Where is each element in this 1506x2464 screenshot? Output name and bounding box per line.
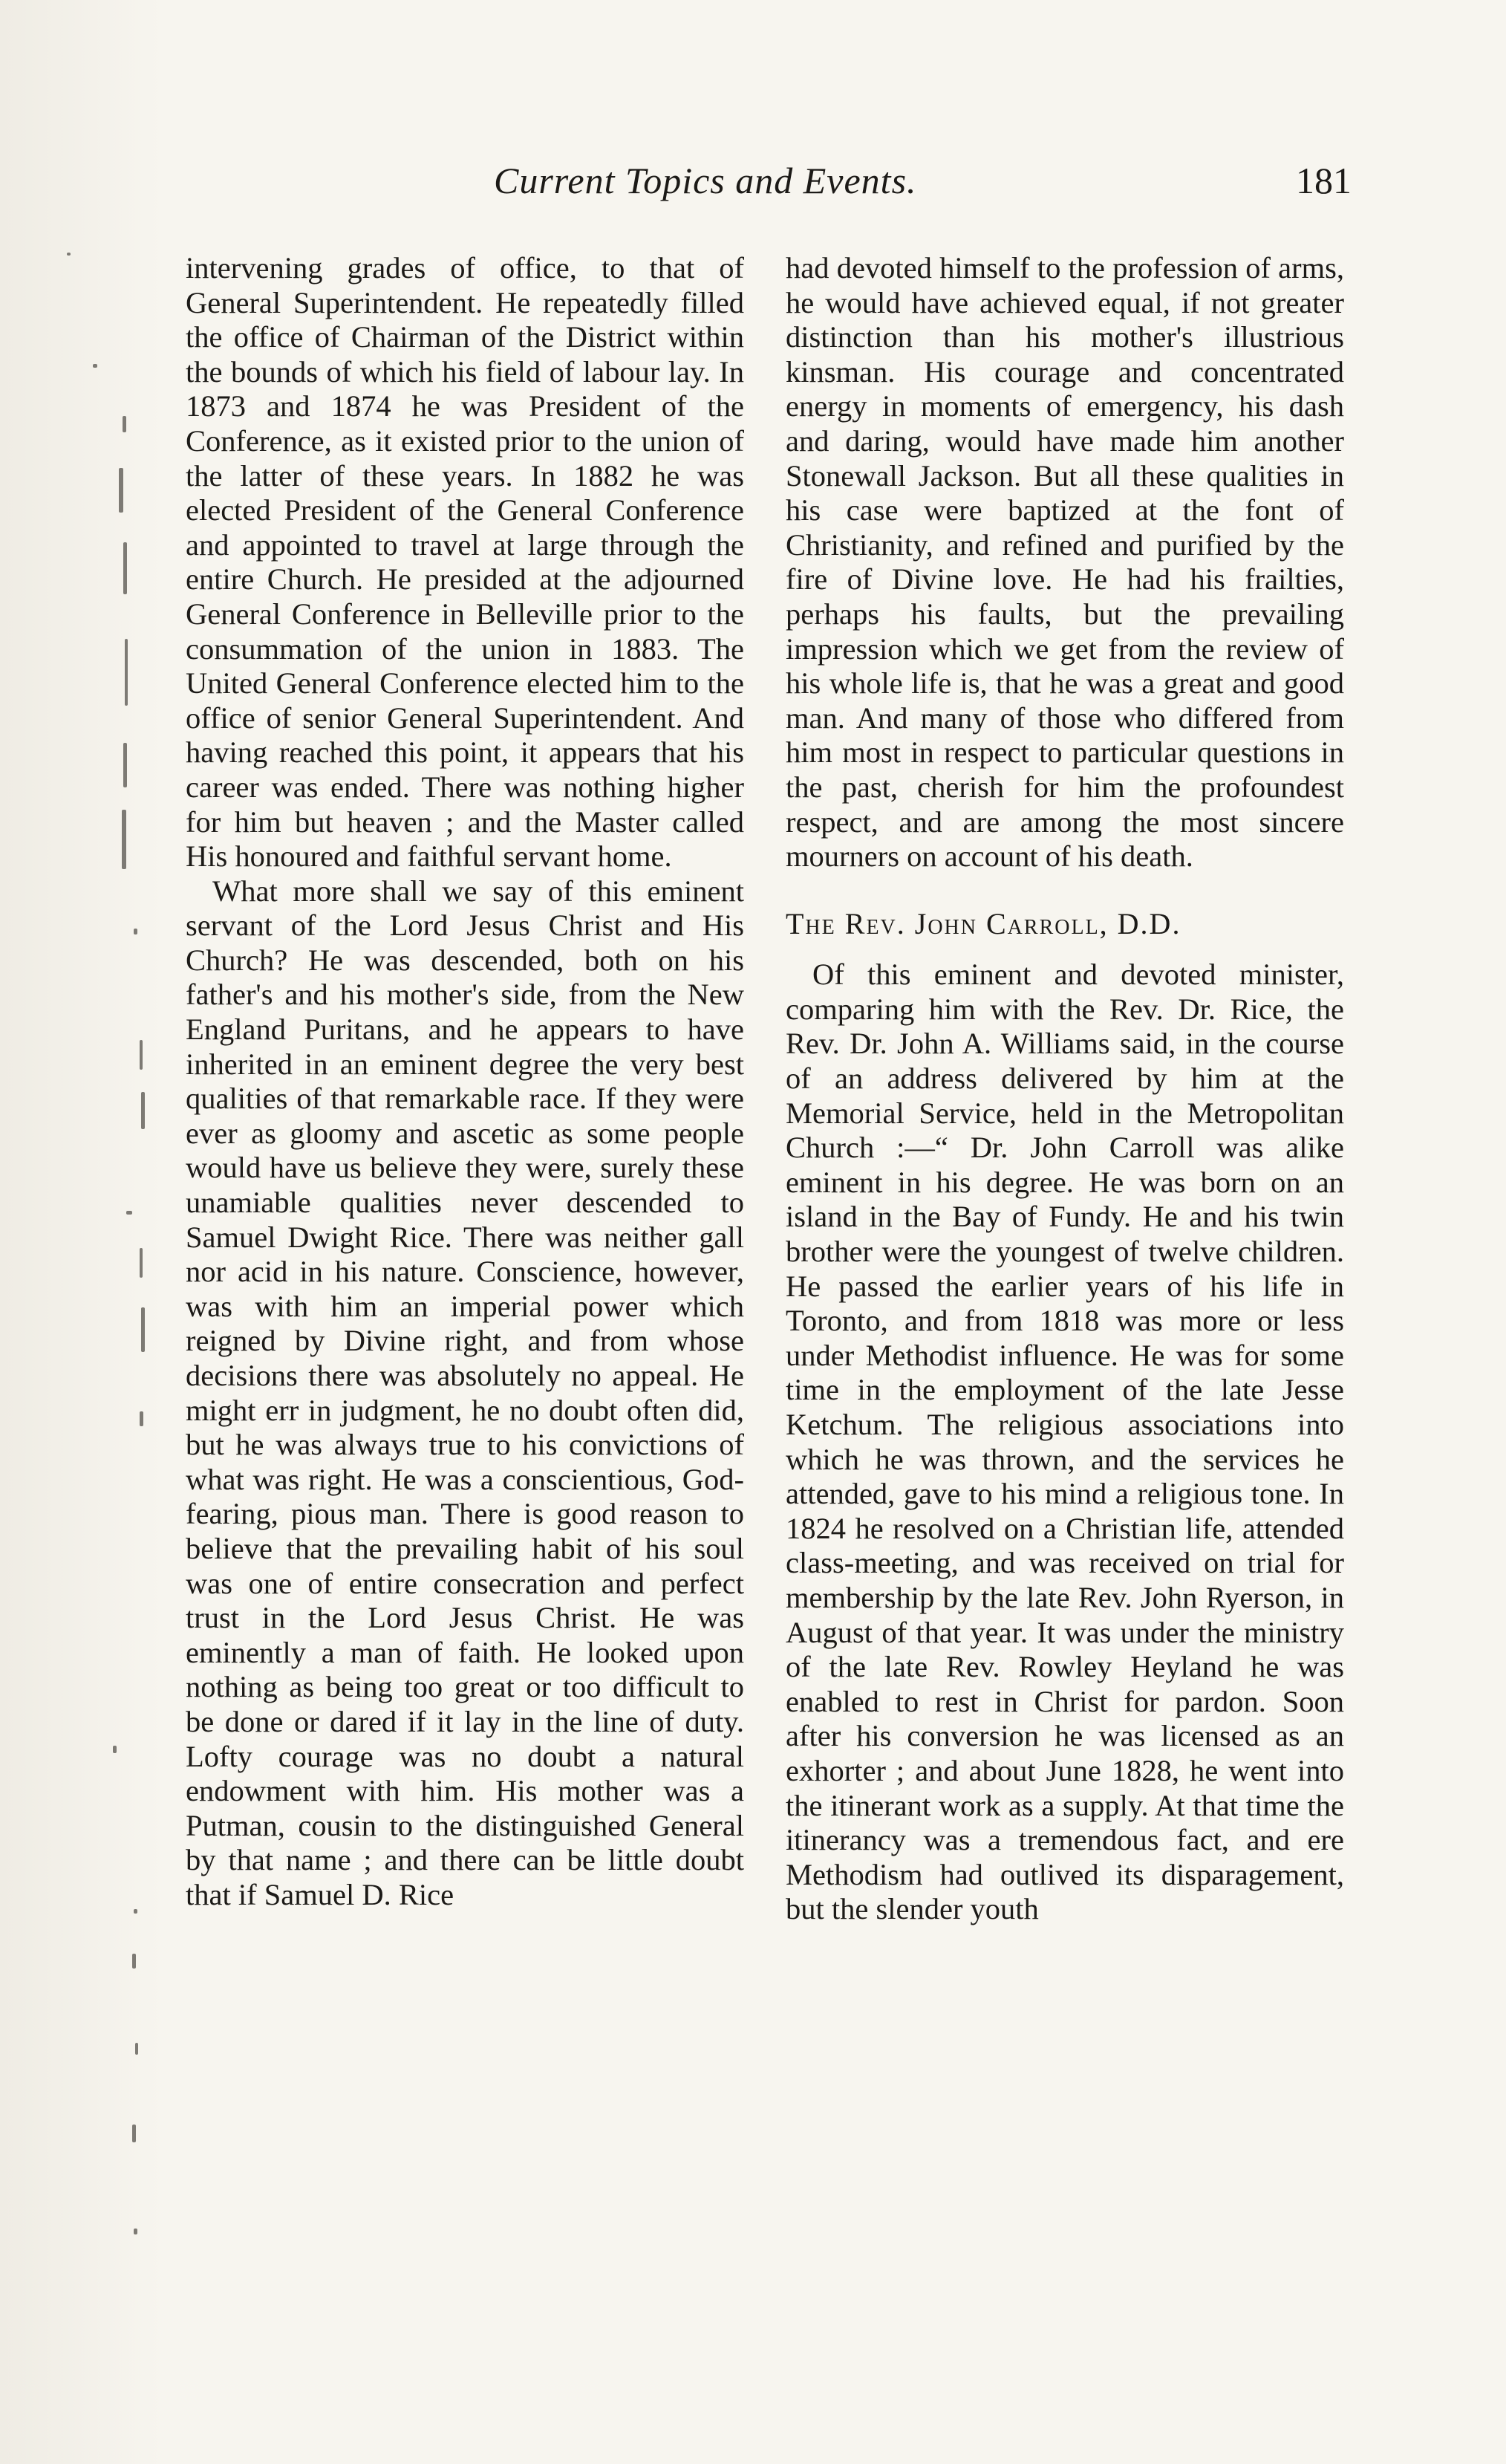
- margin-bleed-through-marks: [52, 223, 163, 2377]
- running-title: Current Topics and Events.: [494, 160, 917, 201]
- section-heading: The Rev. John Carroll, D.D.: [786, 906, 1181, 940]
- page-number: 181: [1296, 160, 1352, 201]
- left-paragraph-tribute: What more shall we say of this eminent servant of the Lord Jesus Christ and His Church? He was descended, both on his father's and his mother's side, from the New England Puritans, and he appears to have inherited in an eminent degree the very best qualities of that remarkable race. If they were ever as gloomy and ascetic as some people would have us believe they were, surely these unamiable qualities never descended to Samuel Dwight Rice. There was neither gall nor acid in his nature. Conscience, however, was with him an imperial power which reigned by Divine right, and from whose decisions there was absolutely no appeal. He might err in judgment, he no doubt often did, but he was always true to his convictions of what was right. He was a conscientious, God-fearing, pious man. There is good reason to believe that the prevailing habit of his soul was one of entire consecration and perfect trust in the Lord Jesus Christ. He was eminently a man of faith. He looked upon nothing as being too great or too difficult to be done or dared if it lay in the line of duty. Lofty courage was no doubt a natural endowment with him. His mother was a Putman, cousin to the distinguished General by that name ; and there can be little doubt that if Samuel D. Rice: [186, 874, 744, 1911]
- left-paragraph-continued: intervening grades of office, to that of General Superintendent. He repeatedly filled the office of Chairman of the District within the bounds of which his field of labour lay. In 1873 and 1874 he was President of the Conference, as it existed prior to the union of the latter of these years. In 1882 he was elected President of the General Conference and appointed to travel at large through the entire Church. He presided at the adjourned General Conference in Belleville prior to the consummation of the union in 1883. The United General Conference elected him to the office of senior General Superintendent. And having reached this point, it appears that his career was ended. There was nothing higher for him but heaven ; and the Master called His honoured and faithful servant home.: [186, 251, 744, 874]
- right-column: [786, 251, 1344, 1927]
- right-paragraph-carroll: Of this eminent and devoted minister, comparing him with the Rev. Dr. Rice, the Rev. Dr. John A. Williams said, in the course of an address delivered by him at the Memorial Service, held in the Metropolitan Church :—“ Dr. John Carroll was alike eminent in his degree. He was born on an island in the Bay of Fundy. He and his twin brother were the youngest of twelve children. He passed the earlier years of his life in Toronto, and from 1818 was more or less under Methodist influence. He was for some time in the employment of the late Jesse Ketchum. The religious associations into which he was thrown, and the services he attended, gave to his mind a religious tone. In 1824 he resolved on a Christian life, attended class-meeting, and was received on trial for membership by the late Rev. John Ryerson, in August of that year. It was under the ministry of the late Rev. Rowley Heyland he was enabled to rest in Christ for pardon. Soon after his conversion he was licensed as an exhorter ; and about June 1828, he went into the itinerant work as a supply. At that time the itinerancy was a tremendous fact, and ere Methodism had outlived its disparagement, but the slender youth: [786, 958, 1344, 1926]
- right-paragraph-continued: had devoted himself to the profession of arms, he would have achieved equal, if not greater distinction than his mother's illustrious kinsman. His courage and concentrated energy in moments of emergency, his dash and daring, would have made him another Stonewall Jackson. But all these qualities in his case were baptized at the font of Christianity, and refined and purified by the fire of Divine love. He had his frailties, perhaps his faults, but the prevailing impression which we get from the review of his whole life is, that he was a great and good man. And many of those who differed from him most in respect to particular questions in the past, cherish for him the profoundest respect, and are among the most sincere mourners on account of his death.: [786, 251, 1344, 874]
- page-header: [178, 155, 1352, 214]
- left-column: [186, 251, 744, 1913]
